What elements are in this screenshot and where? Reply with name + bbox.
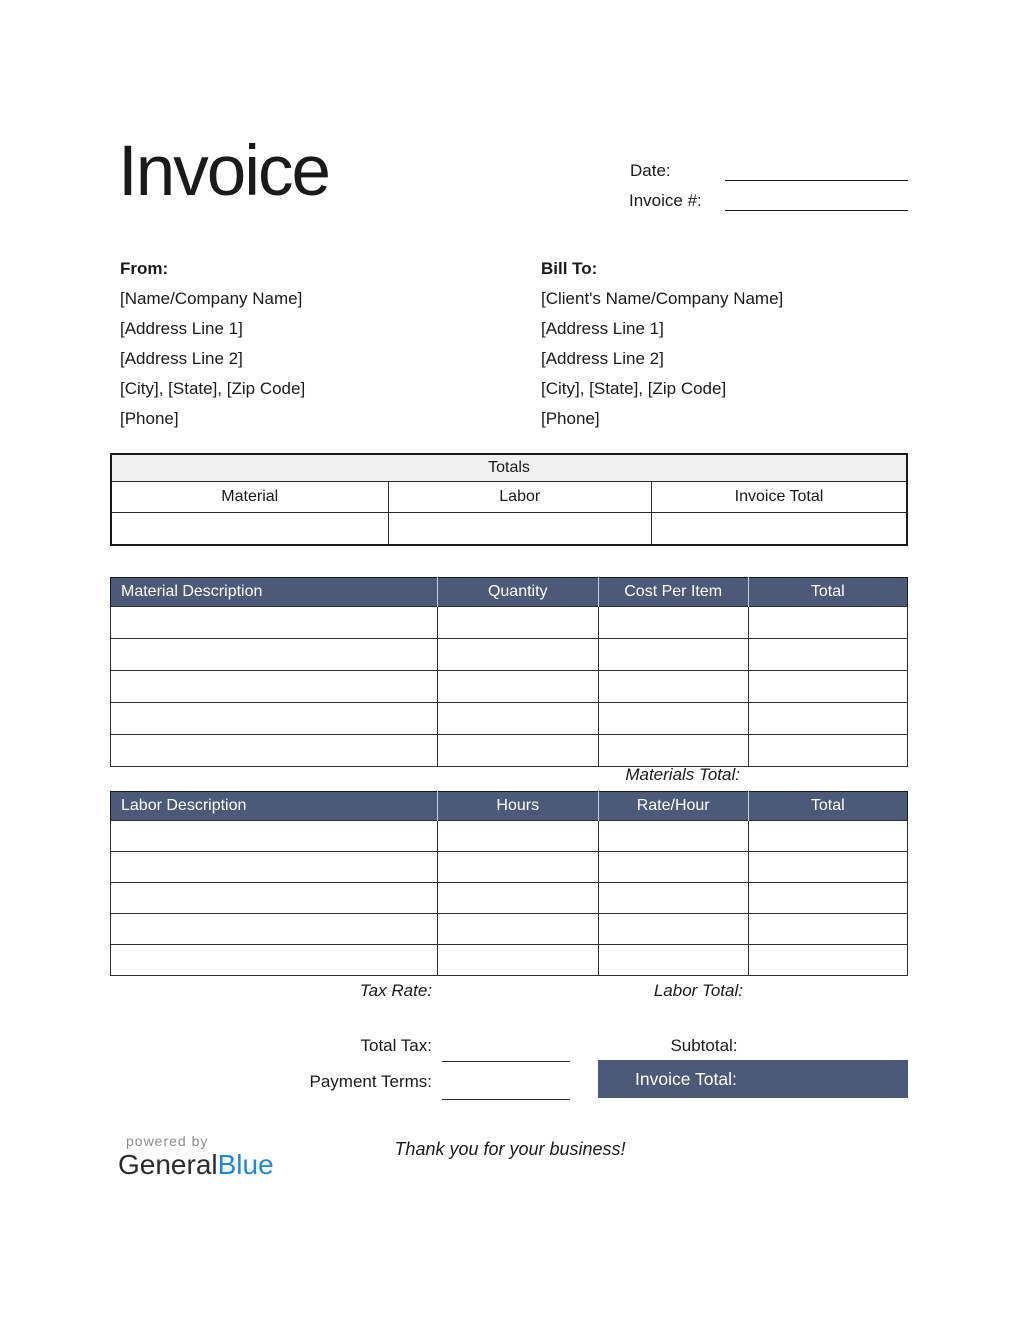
from-phone-line: [Phone] [120,409,179,428]
brand-logo [118,1148,274,1182]
table-cell[interactable] [437,852,598,883]
brand-general: General [118,1149,218,1180]
table-row [111,639,908,671]
table-cell[interactable] [111,703,438,735]
table-cell[interactable] [598,821,748,852]
table-cell[interactable] [111,945,438,976]
bill-to-city-line: [City], [State], [Zip Code] [541,379,727,398]
table-cell[interactable] [437,703,598,735]
table-cell[interactable] [748,607,907,639]
from-address2-line: [Address Line 2] [120,349,243,368]
thank-you-text: Thank you for your business! [394,1139,626,1159]
table-cell[interactable] [437,735,598,767]
powered-by-text: powered by [126,1133,209,1149]
table-cell[interactable] [598,735,748,767]
materials-table [110,577,908,767]
bill-to-address2-line: [Address Line 2] [541,349,664,368]
table-cell[interactable] [111,639,438,671]
table-cell[interactable] [111,671,438,703]
table-row [111,914,908,945]
totals-title: Totals [111,454,907,482]
invoice-total-banner [598,1060,908,1098]
date-input-line[interactable] [725,180,908,181]
column-header-quantity: Quantity [437,578,598,607]
bill-to-heading: Bill To: [541,259,598,278]
column-header-cost-per-item: Cost Per Item [598,578,748,607]
table-cell[interactable] [437,671,598,703]
bill-to-name-line: [Client's Name/Company Name] [541,289,784,308]
totals-column-material: Material [111,482,388,513]
page-title: Invoice [118,132,329,211]
labor-table [110,791,908,976]
brand-blue: Blue [217,1149,274,1180]
table-cell[interactable] [111,852,438,883]
total-tax-input-line[interactable] [442,1061,570,1062]
totals-column-labor: Labor [388,482,651,513]
invoice-total-label: Invoice Total: [635,1068,737,1089]
table-cell[interactable] [748,852,907,883]
totals-invoice-total-value[interactable] [651,513,907,546]
invoice-number-label: Invoice #: [629,191,702,210]
from-name-line: [Name/Company Name] [120,289,303,308]
subtotal-label: Subtotal: [670,1036,738,1055]
totals-labor-value[interactable] [388,513,651,546]
column-header-material-description: Material Description [111,578,438,607]
materials-total-label: Materials Total: [625,765,740,784]
table-cell[interactable] [748,671,907,703]
table-cell[interactable] [598,883,748,914]
tax-rate-label: Tax Rate: [359,981,432,1000]
labor-total-label: Labor Total: [653,981,743,1000]
table-row [111,671,908,703]
table-cell[interactable] [748,914,907,945]
table-cell[interactable] [748,821,907,852]
invoice-number-input-line[interactable] [725,210,908,211]
table-cell[interactable] [598,703,748,735]
table-cell[interactable] [111,821,438,852]
table-row [111,607,908,639]
date-label: Date: [630,161,671,180]
from-heading: From: [120,259,169,278]
totals-column-invoice-total: Invoice Total [651,482,907,513]
table-row [111,852,908,883]
column-header-total: Total [748,578,907,607]
table-cell[interactable] [598,607,748,639]
total-tax-label: Total Tax: [360,1036,432,1055]
table-cell[interactable] [598,914,748,945]
table-cell[interactable] [598,671,748,703]
column-header-labor-description: Labor Description [111,792,438,821]
table-cell[interactable] [437,639,598,671]
table-cell[interactable] [598,852,748,883]
column-header-total: Total [748,792,907,821]
table-cell[interactable] [111,883,438,914]
bill-to-address1-line: [Address Line 1] [541,319,664,338]
totals-material-value[interactable] [111,513,388,546]
table-cell[interactable] [598,639,748,671]
table-cell[interactable] [437,945,598,976]
table-row [111,703,908,735]
labor-header-row [111,792,908,821]
table-cell[interactable] [111,914,438,945]
table-cell[interactable] [748,883,907,914]
payment-terms-input-line[interactable] [442,1099,570,1100]
bill-to-section [541,254,783,434]
table-cell[interactable] [437,883,598,914]
table-cell[interactable] [437,914,598,945]
table-row [111,945,908,976]
table-row [111,821,908,852]
table-cell[interactable] [437,821,598,852]
table-row [111,735,908,767]
materials-header-row [111,578,908,607]
table-cell[interactable] [748,945,907,976]
totals-table [110,453,908,546]
table-cell[interactable] [748,703,907,735]
table-cell[interactable] [748,639,907,671]
column-header-hours: Hours [437,792,598,821]
payment-terms-label: Payment Terms: [309,1072,432,1091]
table-cell[interactable] [111,607,438,639]
table-cell[interactable] [748,735,907,767]
from-city-line: [City], [State], [Zip Code] [120,379,306,398]
from-section [120,254,305,434]
column-header-rate-per-hour: Rate/Hour [598,792,748,821]
table-cell[interactable] [437,607,598,639]
table-row [111,883,908,914]
table-cell[interactable] [598,945,748,976]
table-cell[interactable] [111,735,438,767]
bill-to-phone-line: [Phone] [541,409,600,428]
from-address1-line: [Address Line 1] [120,319,243,338]
